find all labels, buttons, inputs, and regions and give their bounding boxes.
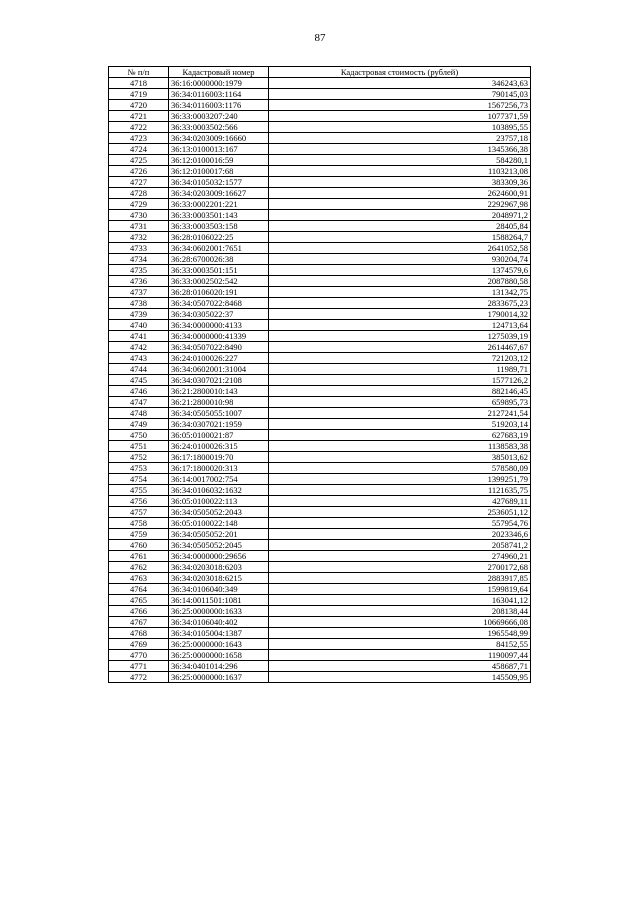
table-row — [109, 463, 531, 474]
cadastral-value-cell: 2536051,12 — [269, 507, 531, 518]
row-index-cell: 4747 — [109, 397, 169, 408]
table-row — [109, 232, 531, 243]
table-row — [109, 672, 531, 683]
table-row — [109, 606, 531, 617]
cadastral-number-cell: 36:34:0000000:4133 — [169, 320, 269, 331]
table-row — [109, 562, 531, 573]
cadastral-value-cell: 1121635,75 — [269, 485, 531, 496]
cadastral-number-cell: 36:33:0003503:158 — [169, 221, 269, 232]
cadastral-value-cell: 584280,1 — [269, 155, 531, 166]
cadastral-value-cell: 11989,71 — [269, 364, 531, 375]
cadastral-value-cell: 627683,19 — [269, 430, 531, 441]
table-row — [109, 210, 531, 221]
cadastral-value-cell: 1103213,08 — [269, 166, 531, 177]
cadastral-number-cell: 36:34:0116003:1176 — [169, 100, 269, 111]
table-row — [109, 617, 531, 628]
cadastral-number-cell: 36:25:0000000:1658 — [169, 650, 269, 661]
row-index-cell: 4748 — [109, 408, 169, 419]
column-header-index: № п/п — [109, 67, 169, 78]
cadastral-value-cell: 2883917,85 — [269, 573, 531, 584]
table-row — [109, 551, 531, 562]
cadastral-number-cell: 36:17:1800020:313 — [169, 463, 269, 474]
row-index-cell: 4725 — [109, 155, 169, 166]
cadastral-number-cell: 36:34:0401014:296 — [169, 661, 269, 672]
row-index-cell: 4758 — [109, 518, 169, 529]
cadastral-number-cell: 36:28:0106020:191 — [169, 287, 269, 298]
table-row — [109, 386, 531, 397]
table-row — [109, 254, 531, 265]
cadastral-value-cell: 2127241,54 — [269, 408, 531, 419]
cadastral-number-cell: 36:05:0100022:113 — [169, 496, 269, 507]
cadastral-number-cell: 36:33:0002502:542 — [169, 276, 269, 287]
table-row — [109, 408, 531, 419]
cadastral-value-cell: 1790014,32 — [269, 309, 531, 320]
cadastral-number-cell: 36:34:0106032:1632 — [169, 485, 269, 496]
row-index-cell: 4737 — [109, 287, 169, 298]
cadastral-value-cell: 145509,95 — [269, 672, 531, 683]
row-index-cell: 4772 — [109, 672, 169, 683]
row-index-cell: 4769 — [109, 639, 169, 650]
table-row — [109, 144, 531, 155]
table-row — [109, 265, 531, 276]
row-index-cell: 4762 — [109, 562, 169, 573]
cadastral-value-cell: 163041,12 — [269, 595, 531, 606]
row-index-cell: 4764 — [109, 584, 169, 595]
row-index-cell: 4770 — [109, 650, 169, 661]
row-index-cell: 4756 — [109, 496, 169, 507]
cadastral-value-cell: 519203,14 — [269, 419, 531, 430]
row-index-cell: 4765 — [109, 595, 169, 606]
cadastral-number-cell: 36:12:0100016:59 — [169, 155, 269, 166]
table-row — [109, 342, 531, 353]
cadastral-number-cell: 36:25:0000000:1633 — [169, 606, 269, 617]
row-index-cell: 4726 — [109, 166, 169, 177]
row-index-cell: 4739 — [109, 309, 169, 320]
cadastral-number-cell: 36:28:6700026:38 — [169, 254, 269, 265]
table-row — [109, 89, 531, 100]
cadastral-number-cell: 36:34:0602001:31004 — [169, 364, 269, 375]
cadastral-value-cell: 2641052,58 — [269, 243, 531, 254]
table-row — [109, 353, 531, 364]
row-index-cell: 4721 — [109, 111, 169, 122]
table-row — [109, 452, 531, 463]
row-index-cell: 4744 — [109, 364, 169, 375]
row-index-cell: 4767 — [109, 617, 169, 628]
cadastral-number-cell: 36:34:0105004:1387 — [169, 628, 269, 639]
table-row — [109, 122, 531, 133]
cadastral-number-cell: 36:13:0100013:167 — [169, 144, 269, 155]
table-row — [109, 320, 531, 331]
cadastral-number-cell: 36:14:0011501:1081 — [169, 595, 269, 606]
row-index-cell: 4722 — [109, 122, 169, 133]
row-index-cell: 4718 — [109, 78, 169, 89]
table-row — [109, 397, 531, 408]
cadastral-value-cell: 84152,55 — [269, 639, 531, 650]
cadastral-value-cell: 2614467,67 — [269, 342, 531, 353]
cadastral-number-cell: 36:34:0105032:1577 — [169, 177, 269, 188]
cadastral-number-cell: 36:25:0000000:1643 — [169, 639, 269, 650]
cadastral-value-cell: 274960,21 — [269, 551, 531, 562]
row-index-cell: 4746 — [109, 386, 169, 397]
cadastral-value-cell: 458687,71 — [269, 661, 531, 672]
table-row — [109, 584, 531, 595]
cadastral-number-cell: 36:34:0106040:349 — [169, 584, 269, 595]
cadastral-value-cell: 10669666,08 — [269, 617, 531, 628]
table-row — [109, 430, 531, 441]
cadastral-value-cell: 1588264,7 — [269, 232, 531, 243]
row-index-cell: 4766 — [109, 606, 169, 617]
row-index-cell: 4757 — [109, 507, 169, 518]
column-header-cadastral-value: Кадастровая стоимость (рублей) — [269, 67, 531, 78]
table-row — [109, 78, 531, 89]
cadastral-value-cell: 2700172,68 — [269, 562, 531, 573]
cadastral-value-cell: 131342,75 — [269, 287, 531, 298]
row-index-cell: 4768 — [109, 628, 169, 639]
row-index-cell: 4740 — [109, 320, 169, 331]
cadastral-value-cell: 1190097,44 — [269, 650, 531, 661]
cadastral-number-cell: 36:33:0003207:240 — [169, 111, 269, 122]
cadastral-value-cell: 578580,09 — [269, 463, 531, 474]
cadastral-number-cell: 36:17:1800019:70 — [169, 452, 269, 463]
cadastral-number-cell: 36:34:0307021:2108 — [169, 375, 269, 386]
cadastral-number-cell: 36:34:0203009:16660 — [169, 133, 269, 144]
table-row — [109, 639, 531, 650]
table-row — [109, 650, 531, 661]
cadastral-number-cell: 36:33:0003502:566 — [169, 122, 269, 133]
cadastral-number-cell: 36:34:0505052:2043 — [169, 507, 269, 518]
cadastral-value-cell: 103895,55 — [269, 122, 531, 133]
cadastral-number-cell: 36:34:0116003:1164 — [169, 89, 269, 100]
row-index-cell: 4736 — [109, 276, 169, 287]
table-row — [109, 199, 531, 210]
cadastral-value-cell: 1138583,38 — [269, 441, 531, 452]
cadastral-number-cell: 36:34:0602001:7651 — [169, 243, 269, 254]
row-index-cell: 4743 — [109, 353, 169, 364]
row-index-cell: 4723 — [109, 133, 169, 144]
row-index-cell: 4731 — [109, 221, 169, 232]
header-row — [109, 67, 531, 78]
cadastral-value-cell: 385013,62 — [269, 452, 531, 463]
cadastral-number-cell: 36:34:0505052:2045 — [169, 540, 269, 551]
table-row — [109, 298, 531, 309]
row-index-cell: 4750 — [109, 430, 169, 441]
cadastral-value-cell: 124713,64 — [269, 320, 531, 331]
table-row — [109, 331, 531, 342]
cadastral-value-cell: 882146,45 — [269, 386, 531, 397]
cadastral-value-cell: 790145,03 — [269, 89, 531, 100]
table-row — [109, 221, 531, 232]
row-index-cell: 4760 — [109, 540, 169, 551]
cadastral-number-cell: 36:34:0106040:402 — [169, 617, 269, 628]
table-row — [109, 441, 531, 452]
table-row — [109, 364, 531, 375]
cadastral-value-cell: 28405,84 — [269, 221, 531, 232]
cadastral-value-cell: 557954,76 — [269, 518, 531, 529]
cadastral-number-cell: 36:34:0305022:37 — [169, 309, 269, 320]
row-index-cell: 4732 — [109, 232, 169, 243]
table-row — [109, 287, 531, 298]
table-row — [109, 507, 531, 518]
cadastral-number-cell: 36:24:0100026:227 — [169, 353, 269, 364]
row-index-cell: 4749 — [109, 419, 169, 430]
table-row — [109, 100, 531, 111]
cadastral-number-cell: 36:16:0000000:1979 — [169, 78, 269, 89]
page-number: 87 — [314, 32, 326, 44]
row-index-cell: 4755 — [109, 485, 169, 496]
cadastral-value-cell: 1275039,19 — [269, 331, 531, 342]
cadastral-value-cell: 1399251,79 — [269, 474, 531, 485]
row-index-cell: 4759 — [109, 529, 169, 540]
table-row — [109, 188, 531, 199]
table-row — [109, 485, 531, 496]
row-index-cell: 4738 — [109, 298, 169, 309]
cadastral-value-cell: 1599819,64 — [269, 584, 531, 595]
cadastral-number-cell: 36:34:0505052:201 — [169, 529, 269, 540]
table-row — [109, 309, 531, 320]
cadastral-value-cell: 427689,11 — [269, 496, 531, 507]
row-index-cell: 4730 — [109, 210, 169, 221]
row-index-cell: 4729 — [109, 199, 169, 210]
cadastral-value-cell: 2833675,23 — [269, 298, 531, 309]
cadastral-number-cell: 36:34:0000000:41339 — [169, 331, 269, 342]
table-row — [109, 177, 531, 188]
cadastral-value-cell: 659895,73 — [269, 397, 531, 408]
table-row — [109, 628, 531, 639]
cadastral-value-cell: 23757,18 — [269, 133, 531, 144]
table-row — [109, 518, 531, 529]
table-header — [109, 67, 531, 78]
cadastral-number-cell: 36:34:0507022:8490 — [169, 342, 269, 353]
cadastral-number-cell: 36:24:0100026:315 — [169, 441, 269, 452]
cadastral-number-cell: 36:21:2800010:143 — [169, 386, 269, 397]
table-row — [109, 529, 531, 540]
cadastral-value-cell: 2058741,2 — [269, 540, 531, 551]
table-row — [109, 111, 531, 122]
cadastral-number-cell: 36:34:0507022:8468 — [169, 298, 269, 309]
row-index-cell: 4733 — [109, 243, 169, 254]
cadastral-number-cell: 36:34:0307021:1959 — [169, 419, 269, 430]
row-index-cell: 4728 — [109, 188, 169, 199]
cadastral-value-cell: 383309,36 — [269, 177, 531, 188]
cadastral-number-cell: 36:33:0003501:151 — [169, 265, 269, 276]
cadastral-value-cell: 1077371,59 — [269, 111, 531, 122]
table-row — [109, 540, 531, 551]
table-row — [109, 595, 531, 606]
cadastral-number-cell: 36:34:0505055:1007 — [169, 408, 269, 419]
cadastral-value-cell: 2023346,6 — [269, 529, 531, 540]
cadastral-number-cell: 36:34:0203018:6215 — [169, 573, 269, 584]
row-index-cell: 4771 — [109, 661, 169, 672]
table-row — [109, 496, 531, 507]
table-row — [109, 133, 531, 144]
cadastral-number-cell: 36:33:0003501:143 — [169, 210, 269, 221]
row-index-cell: 4720 — [109, 100, 169, 111]
cadastral-number-cell: 36:14:0017002:754 — [169, 474, 269, 485]
table-row — [109, 474, 531, 485]
cadastral-value-cell: 2087880,58 — [269, 276, 531, 287]
cadastral-value-cell: 1374579,6 — [269, 265, 531, 276]
cadastral-value-cell: 346243,63 — [269, 78, 531, 89]
row-index-cell: 4724 — [109, 144, 169, 155]
cadastral-value-cell: 1345366,38 — [269, 144, 531, 155]
cadastral-value-cell: 208138,44 — [269, 606, 531, 617]
cadastral-value-cell: 1567256,73 — [269, 100, 531, 111]
row-index-cell: 4751 — [109, 441, 169, 452]
table-row — [109, 375, 531, 386]
cadastral-number-cell: 36:33:0002201:221 — [169, 199, 269, 210]
cadastral-number-cell: 36:34:0203018:6203 — [169, 562, 269, 573]
table-row — [109, 573, 531, 584]
table-row — [109, 276, 531, 287]
row-index-cell: 4741 — [109, 331, 169, 342]
table-body — [109, 78, 531, 683]
table-row — [109, 419, 531, 430]
row-index-cell: 4753 — [109, 463, 169, 474]
cadastral-value-cell: 1577126,2 — [269, 375, 531, 386]
row-index-cell: 4727 — [109, 177, 169, 188]
table-row — [109, 166, 531, 177]
table-row — [109, 661, 531, 672]
cadastral-value-cell: 2292967,98 — [269, 199, 531, 210]
cadastral-value-cell: 2048971,2 — [269, 210, 531, 221]
table-row — [109, 243, 531, 254]
cadastral-number-cell: 36:25:0000000:1637 — [169, 672, 269, 683]
row-index-cell: 4734 — [109, 254, 169, 265]
cadastral-number-cell: 36:28:0106022:25 — [169, 232, 269, 243]
column-header-cadastral-number: Кадастровый номер — [169, 67, 269, 78]
row-index-cell: 4742 — [109, 342, 169, 353]
row-index-cell: 4752 — [109, 452, 169, 463]
cadastral-value-cell: 930204,74 — [269, 254, 531, 265]
row-index-cell: 4719 — [109, 89, 169, 100]
cadastral-value-cell: 721203,12 — [269, 353, 531, 364]
row-index-cell: 4735 — [109, 265, 169, 276]
cadastral-number-cell: 36:12:0100017:68 — [169, 166, 269, 177]
cadastral-value-table — [108, 66, 531, 683]
cadastral-number-cell: 36:21:2800010:98 — [169, 397, 269, 408]
cadastral-value-cell: 2624600,91 — [269, 188, 531, 199]
cadastral-number-cell: 36:05:0100021:87 — [169, 430, 269, 441]
cadastral-number-cell: 36:34:0000000:29656 — [169, 551, 269, 562]
table-row — [109, 155, 531, 166]
row-index-cell: 4745 — [109, 375, 169, 386]
row-index-cell: 4754 — [109, 474, 169, 485]
cadastral-value-cell: 1965548,99 — [269, 628, 531, 639]
row-index-cell: 4763 — [109, 573, 169, 584]
cadastral-number-cell: 36:34:0203009:16627 — [169, 188, 269, 199]
row-index-cell: 4761 — [109, 551, 169, 562]
cadastral-number-cell: 36:05:0100022:148 — [169, 518, 269, 529]
